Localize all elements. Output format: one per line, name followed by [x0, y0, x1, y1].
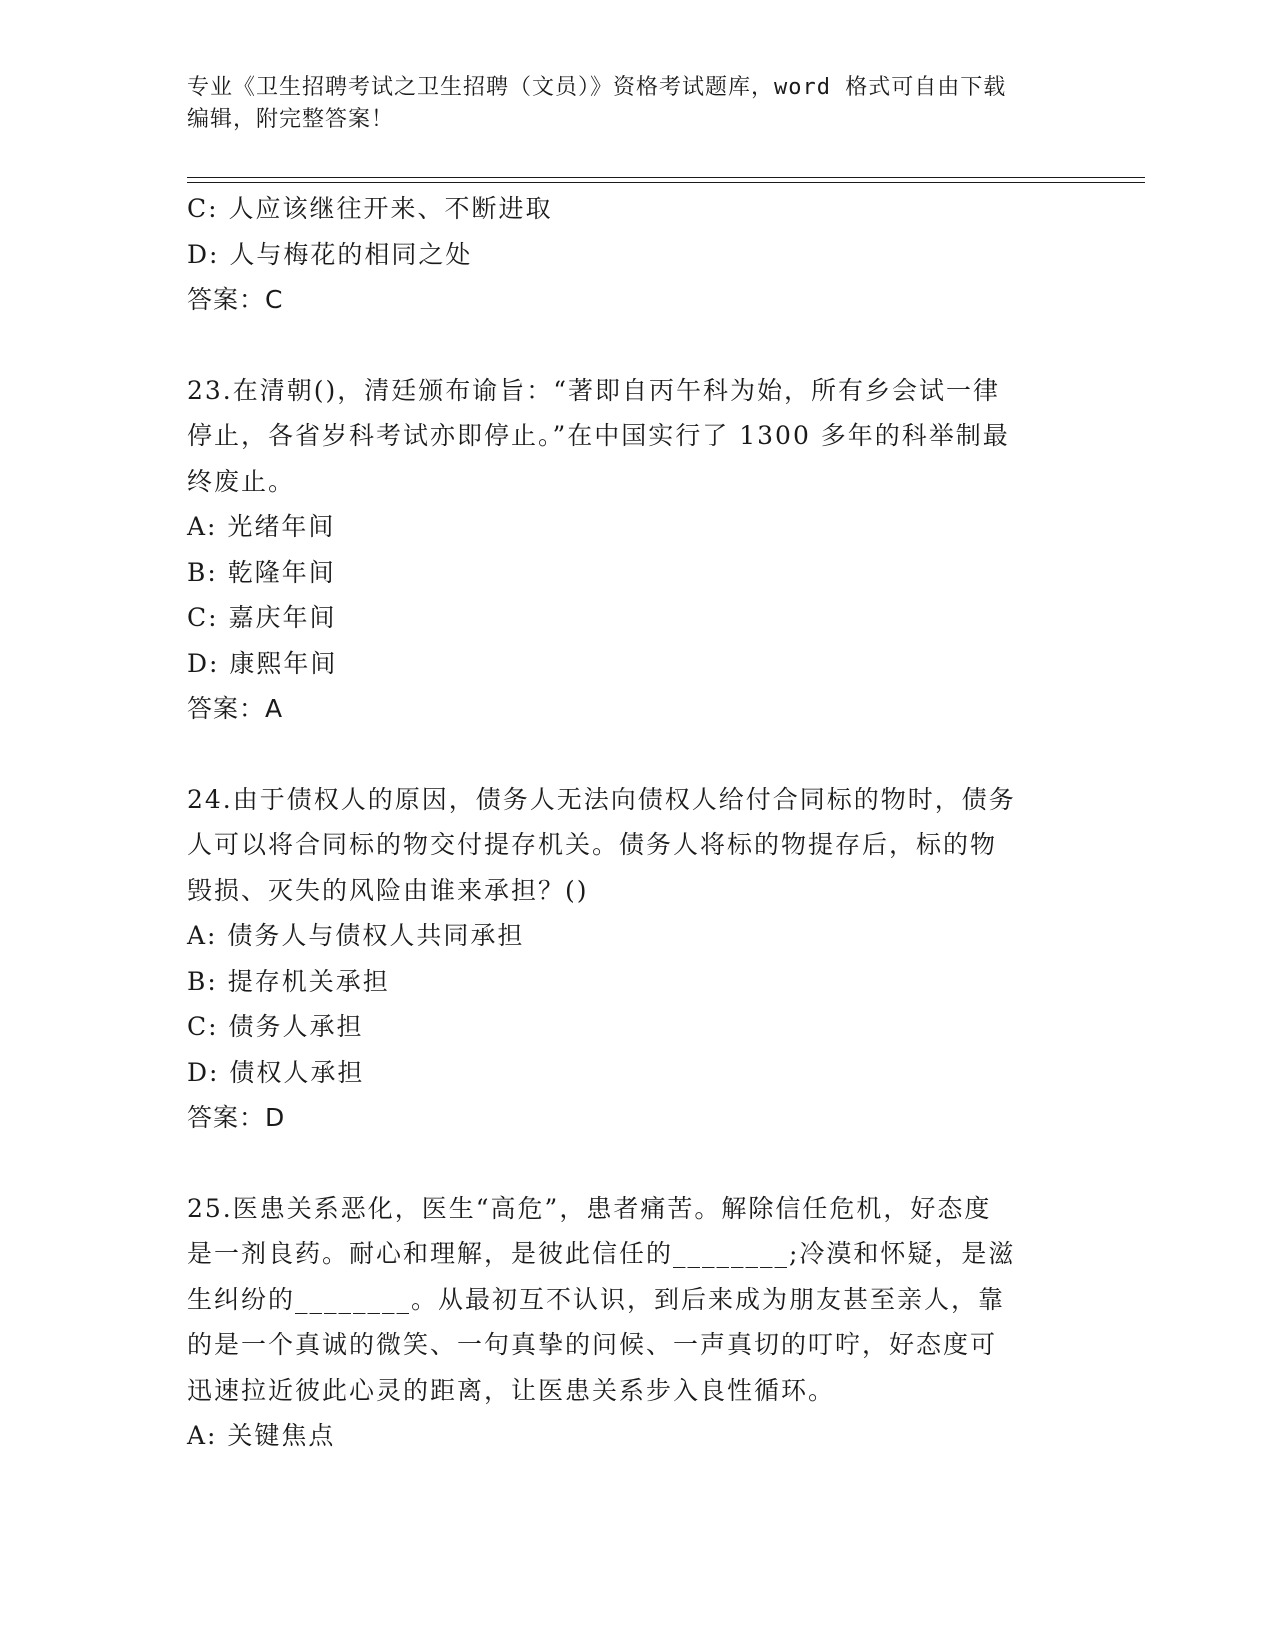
question-text-line: 停止，各省岁科考试亦即停止。”在中国实行了 1300 多年的科举制最: [187, 421, 1010, 450]
question-text-line: 毁损、灭失的风险由谁来承担？(): [187, 875, 589, 905]
option-d: D: 康熙年间: [187, 648, 338, 678]
question-text-line: 迅速拉近彼此心灵的距离，让医患关系步入良性循环。: [187, 1375, 836, 1405]
option-b: B: 乾隆年间: [187, 557, 336, 587]
question-text-line: 的是一个真诚的微笑、一句真挚的问候、一声真切的叮咛，好态度可: [187, 1330, 998, 1359]
option-a: A: 光绪年间: [187, 512, 336, 541]
document-header: [187, 72, 1087, 136]
question-text-line: 终废止。: [187, 466, 296, 496]
question-text-line: 24.由于债权人的原因，债务人无法向债权人给付合同标的物时，债务: [187, 784, 1016, 814]
option-b: B: 提存机关承担: [187, 966, 390, 996]
option-c: C: 嘉庆年间: [187, 603, 337, 632]
question-22-tail: [187, 186, 1067, 323]
answer: 答案：C: [187, 285, 284, 314]
question-text-line: 23.在清朝()，清廷颁布谕旨：“著即自丙午科为始，所有乡会试一律: [187, 375, 1001, 405]
header-title-line-2: 编辑，附完整答案！: [187, 107, 395, 132]
question-text-line: 25.医患关系恶化，医生“高危”，患者痛苦。解除信任危机，好态度: [187, 1193, 992, 1223]
option-a: A: 关键焦点: [187, 1421, 336, 1450]
option-c: C: 人应该继往开来、不断进取: [187, 194, 553, 223]
option-c: C: 债务人承担: [187, 1012, 364, 1041]
answer: 答案：D: [187, 1103, 286, 1132]
question-text-line: 是一剂良药。耐心和理解，是彼此信任的________;冷漠和怀疑，是滋: [187, 1239, 1016, 1268]
question-24: [187, 777, 1067, 1141]
option-d: D: 债权人承担: [187, 1057, 365, 1087]
header-title-line-1: 专业《卫生招聘考试之卫生招聘（文员）》资格考试题库，word 格式可自由下载: [187, 75, 1007, 100]
answer: 答案：A: [187, 694, 284, 723]
question-25: [187, 1186, 1067, 1459]
question-text-line: 生纠纷的________。从最初互不认识，到后来成为朋友甚至亲人，靠: [187, 1284, 1006, 1314]
option-a: A: 债务人与债权人共同承担: [187, 921, 525, 950]
header-divider-bottom: [187, 182, 1145, 183]
question-23: [187, 368, 1067, 732]
header-divider-top: [187, 177, 1145, 178]
option-d: D: 人与梅花的相同之处: [187, 239, 473, 269]
question-text-line: 人可以将合同标的物交付提存机关。债务人将标的物提存后，标的物: [187, 830, 998, 859]
question-content: [187, 186, 1067, 1459]
